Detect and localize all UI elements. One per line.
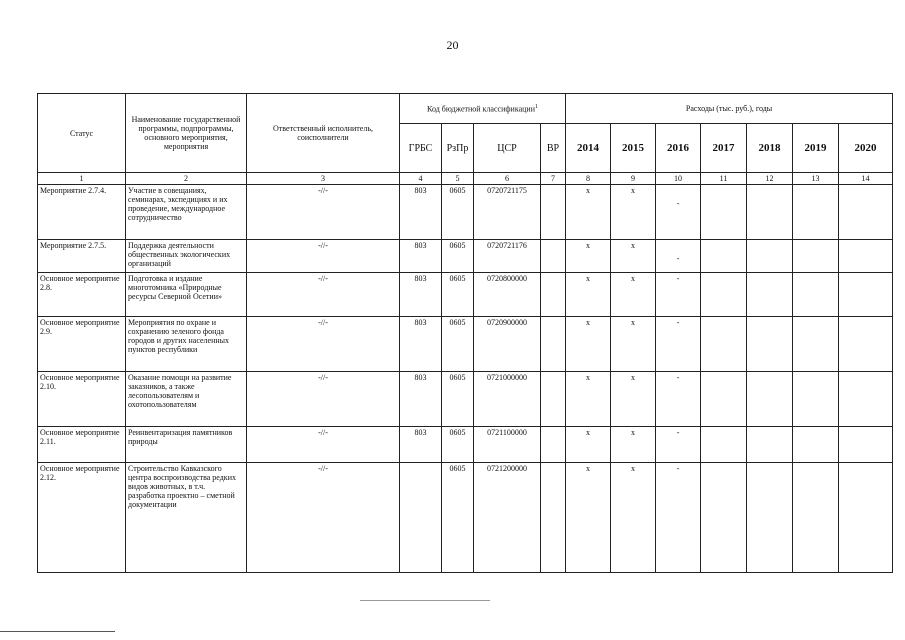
column-number: 14 [839,173,893,185]
header-year-2018: 2018 [747,124,793,173]
row-vr [541,427,566,463]
row-name: Оказание помощи на развитие заказников, а также лесопользователям и охотопользователям [126,372,247,427]
row-2019 [793,463,839,573]
row-grbs: 803 [400,427,442,463]
row-2020 [839,372,893,427]
row-2016: - [656,317,701,372]
row-grbs: 803 [400,372,442,427]
row-2018 [747,372,793,427]
row-2015: x [611,240,656,273]
column-number: 3 [247,173,400,185]
row-2014: x [566,317,611,372]
row-2018 [747,273,793,317]
row-vr [541,273,566,317]
row-2016: - [656,185,701,240]
header-budget-code [400,94,566,124]
budget-code-footnote: 1 [535,104,538,111]
row-vr [541,240,566,273]
row-rzpr: 0605 [442,463,474,573]
row-2017 [701,317,747,372]
row-2019 [793,273,839,317]
table-row [38,372,893,427]
table-row [38,427,893,463]
row-rzpr: 0605 [442,240,474,273]
column-number: 11 [701,173,747,185]
column-number: 12 [747,173,793,185]
row-status: Основное мероприятие 2.11. [38,427,126,463]
row-responsible: -//- [247,185,400,240]
column-number: 13 [793,173,839,185]
row-2016: - [656,463,701,573]
page-number: 20 [446,38,459,52]
row-2016: - [656,427,701,463]
row-2014: x [566,185,611,240]
table-row [38,317,893,372]
row-csr: 0721200000 [474,463,541,573]
row-2015: x [611,273,656,317]
row-2016: - [656,372,701,427]
header-name: Наименование государственной программы, подпрограммы, основного мероприятия, мероприятия [126,94,247,173]
row-rzpr: 0605 [442,273,474,317]
row-2019 [793,427,839,463]
header-year-2019: 2019 [793,124,839,173]
column-number: 1 [38,173,126,185]
row-2017 [701,185,747,240]
row-2019 [793,372,839,427]
row-csr: 0720721175 [474,185,541,240]
row-rzpr: 0605 [442,317,474,372]
row-status: Мероприятие 2.7.5. [38,240,126,273]
row-2019 [793,185,839,240]
row-2015: x [611,427,656,463]
column-number: 8 [566,173,611,185]
row-rzpr: 0605 [442,427,474,463]
header-vr: ВР [541,124,566,173]
row-name: Мероприятия по охране и сохранению зеленого фонда городов и других населенных пунктов республики [126,317,247,372]
column-number: 9 [611,173,656,185]
header-year-2014: 2014 [566,124,611,173]
header-status: Статус [38,94,126,173]
header-year-2017: 2017 [701,124,747,173]
row-2017 [701,273,747,317]
row-responsible: -//- [247,317,400,372]
row-grbs: 803 [400,317,442,372]
table-row [38,240,893,273]
row-responsible: -//- [247,463,400,573]
column-number: 5 [442,173,474,185]
row-2017 [701,427,747,463]
row-2017 [701,463,747,573]
footer-rule-left [0,631,115,632]
row-responsible: -//- [247,240,400,273]
column-number: 10 [656,173,701,185]
table-row [38,273,893,317]
row-name: Поддержка деятельности общественных экологических организаций [126,240,247,273]
header-responsible: Ответственный исполнитель, соисполнители [247,94,400,173]
row-2014: x [566,463,611,573]
column-number: 2 [126,173,247,185]
row-2014: x [566,273,611,317]
row-status: Мероприятие 2.7.4. [38,185,126,240]
row-2018 [747,427,793,463]
row-2015: x [611,372,656,427]
row-2020 [839,427,893,463]
row-vr [541,185,566,240]
row-2020 [839,185,893,240]
row-grbs: 803 [400,185,442,240]
row-responsible: -//- [247,273,400,317]
row-grbs: 803 [400,240,442,273]
row-csr: 0720721176 [474,240,541,273]
table-row [38,463,893,573]
header-year-2015: 2015 [611,124,656,173]
row-2017 [701,240,747,273]
budget-table [37,93,893,573]
row-2018 [747,240,793,273]
row-grbs [400,463,442,573]
row-2014: x [566,372,611,427]
row-name: Подготовка и издание многотомника «Природные ресурсы Северной Осетии» [126,273,247,317]
row-grbs: 803 [400,273,442,317]
row-2019 [793,317,839,372]
row-csr: 0721100000 [474,427,541,463]
row-name: Строительство Кавказского центра воспроизводства редких видов животных, в т.ч. разработка проектно – сметной документации [126,463,247,573]
header-rzpr: РзПр [442,124,474,173]
row-vr [541,372,566,427]
row-csr: 0720800000 [474,273,541,317]
header-year-2016: 2016 [656,124,701,173]
row-2020 [839,317,893,372]
row-csr: 0720900000 [474,317,541,372]
row-status: Основное мероприятие 2.10. [38,372,126,427]
budget-code-label: Код бюджетной классификации [427,104,535,114]
header-year-2020: 2020 [839,124,893,173]
row-2018 [747,317,793,372]
column-number: 7 [541,173,566,185]
row-2020 [839,273,893,317]
column-number: 4 [400,173,442,185]
header-grbs: ГРБС [400,124,442,173]
row-2020 [839,240,893,273]
row-responsible: -//- [247,372,400,427]
row-2016: - [656,240,701,273]
row-name: Реинвентаризация памятников природы [126,427,247,463]
row-vr [541,463,566,573]
column-number: 6 [474,173,541,185]
row-vr [541,317,566,372]
row-status: Основное мероприятие 2.12. [38,463,126,573]
header-expenses: Расходы (тыс. руб.), годы [566,94,893,124]
row-rzpr: 0605 [442,185,474,240]
row-2015: x [611,463,656,573]
row-2018 [747,185,793,240]
row-csr: 0721000000 [474,372,541,427]
table-row [38,185,893,240]
row-responsible: -//- [247,427,400,463]
row-status: Основное мероприятие 2.8. [38,273,126,317]
row-2020 [839,463,893,573]
row-2014: x [566,427,611,463]
row-2015: x [611,317,656,372]
row-2017 [701,372,747,427]
row-2015: x [611,185,656,240]
row-2014: x [566,240,611,273]
row-2016: - [656,273,701,317]
row-2019 [793,240,839,273]
row-rzpr: 0605 [442,372,474,427]
row-name: Участие в совещаниях, семинарах, экспедициях и их проведение, международное сотрудничество [126,185,247,240]
row-2018 [747,463,793,573]
row-status: Основное мероприятие 2.9. [38,317,126,372]
footer-rule-center [360,600,490,601]
header-csr: ЦСР [474,124,541,173]
